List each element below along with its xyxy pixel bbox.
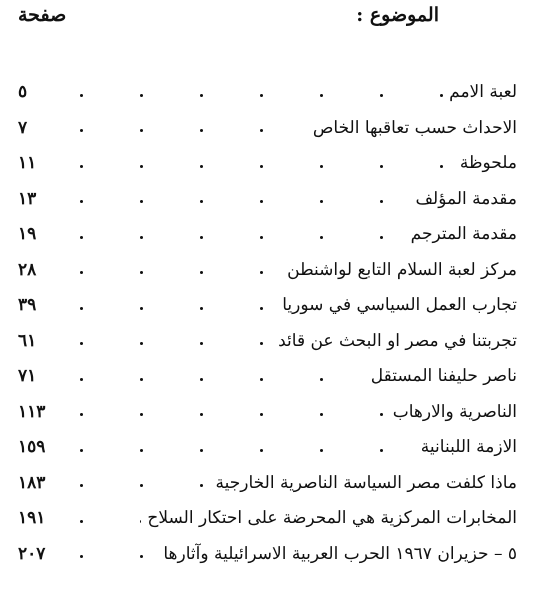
leader-dot [80,236,83,239]
dot-leader [70,163,513,169]
leader-dot [380,413,383,416]
leader-dot [200,165,203,168]
leader-dot [140,165,143,168]
leader-dot [380,200,383,203]
toc-entry [0,256,537,292]
leader-dot [140,94,143,97]
leader-dot [380,94,383,97]
leader-dot [200,342,203,345]
leader-dot [380,165,383,168]
leader-dot [200,200,203,203]
toc-entry [0,362,537,398]
entry-title: ماذا كلفت مصر السياسة الناصرية الخارجية [210,473,517,493]
entry-title: ملحوظة [454,153,517,173]
toc-entry [0,469,537,505]
leader-dot [260,307,263,310]
leader-dot [200,129,203,132]
entry-title: ٥ – حزيران ١٩٦٧ الحرب العربية الاسرائيلية وآثارها [157,544,517,564]
leader-dot [80,342,83,345]
leader-dot [140,236,143,239]
toc-entry [0,220,537,256]
toc-entry [0,185,537,221]
entry-page-number: ١١٣ [18,401,46,422]
leader-dot [380,236,383,239]
entry-page-number: ٧١ [18,366,37,386]
leader-dot [260,94,263,97]
leader-dot [80,200,83,203]
entry-title: تجارب العمل السياسي في سوريا [276,295,517,315]
leader-dot [380,449,383,452]
leader-dot [200,236,203,239]
toc-entry [0,540,537,576]
leader-dot [260,129,263,132]
leader-dot [80,378,83,381]
leader-dot [80,484,83,487]
leader-dot [140,342,143,345]
toc-entry [0,327,537,363]
leader-dot [320,200,323,203]
leader-dot [140,307,143,310]
toc-entry [0,78,537,114]
entry-title: ناصر حليفنا المستقل [365,366,517,386]
toc-entry [0,114,537,150]
leader-dot [80,555,83,558]
leader-dot [140,449,143,452]
toc-entry [0,433,537,469]
leader-dot [140,378,143,381]
leader-dot [200,413,203,416]
entry-title: الناصرية والارهاب [387,402,517,422]
leader-dot [200,94,203,97]
leader-dot [140,200,143,203]
leader-dot [320,413,323,416]
entry-page-number: ١١ [18,153,37,173]
toc-entries [0,78,537,575]
leader-dot [80,520,83,523]
entry-page-number: ١٨٣ [18,472,46,493]
leader-dot [260,271,263,274]
leader-dot [140,484,143,487]
entry-page-number: ٢٨ [18,259,37,280]
leader-dot [260,200,263,203]
entry-title: الاحداث حسب تعاقبها الخاص [307,118,517,138]
toc-entry [0,398,537,434]
subject-column-heading: الموضوع : [356,4,439,26]
leader-dot [320,449,323,452]
leader-dot [200,307,203,310]
entry-title: مقدمة المترجم [405,224,517,244]
leader-dot [80,129,83,132]
leader-dot [260,342,263,345]
leader-dot [260,165,263,168]
leader-dot [200,378,203,381]
leader-dot [80,307,83,310]
leader-dot [140,413,143,416]
leader-dot [80,271,83,274]
leader-dot [320,378,323,381]
entry-title: المخابرات المركزية هي المحرضة على احتكار السلاح [141,508,517,528]
entry-title: تجربتنا في مصر او البحث عن قائد [272,331,517,351]
leader-dot [440,165,443,168]
page-column-heading: صفحة [18,4,67,26]
entry-page-number: ٢٠٧ [18,543,46,564]
toc-entry [0,149,537,185]
entry-title: مقدمة المؤلف [409,189,517,209]
leader-dot [80,413,83,416]
entry-title: مركز لعبة السلام التابع لواشنطن [281,260,517,280]
leader-dot [200,271,203,274]
leader-dot [80,165,83,168]
leader-dot [140,555,143,558]
entry-page-number: ٥ [18,82,28,102]
toc-entry [0,504,537,540]
entry-page-number: ٧ [18,117,28,138]
entry-page-number: ٦١ [18,330,37,351]
leader-dot [200,449,203,452]
entry-page-number: ١٥٩ [18,437,46,457]
leader-dot [140,129,143,132]
leader-dot [80,449,83,452]
leader-dot [260,413,263,416]
entry-page-number: ١٩١ [18,508,46,528]
leader-dot [200,484,203,487]
leader-dot [260,236,263,239]
entry-page-number: ١٣ [18,188,37,209]
toc-header [0,4,537,34]
entry-title: الازمة اللبنانية [415,437,517,457]
leader-dot [260,449,263,452]
entry-page-number: ٣٩ [18,295,37,315]
leader-dot [140,271,143,274]
toc-entry [0,291,537,327]
entry-title: لعبة الامم [443,82,517,102]
leader-dot [260,378,263,381]
leader-dot [320,94,323,97]
leader-dot [320,236,323,239]
entry-page-number: ١٩ [18,224,37,244]
leader-dot [320,165,323,168]
leader-dot [80,94,83,97]
